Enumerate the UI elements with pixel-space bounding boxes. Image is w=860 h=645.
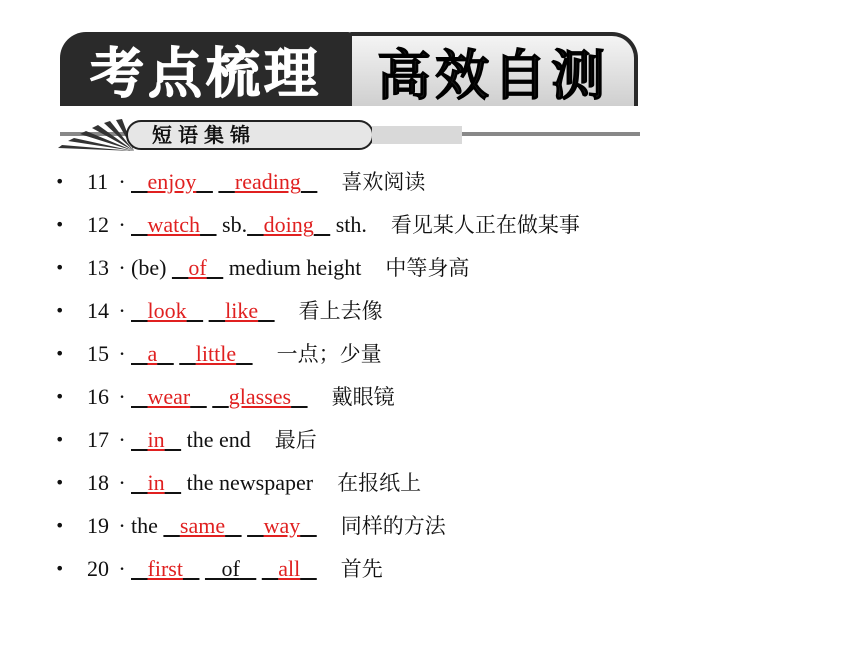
- tab-zice: [348, 32, 638, 106]
- list-item: [55, 461, 835, 504]
- answer-blank: [179, 341, 252, 366]
- number-separator: ·: [118, 297, 126, 323]
- answer-word: in: [147, 469, 165, 495]
- english-phrase: [131, 206, 367, 244]
- answer-blank: [163, 513, 241, 538]
- item-number: 18: [87, 469, 109, 495]
- english-phrase: [131, 378, 308, 416]
- chinese-meaning: 看上去像: [298, 298, 383, 323]
- answer-word: first: [147, 555, 183, 581]
- english-phrase: [131, 249, 361, 287]
- bullet-icon: •: [55, 257, 65, 277]
- answer-word: all: [278, 555, 301, 581]
- answer-blank: [172, 255, 223, 280]
- english-phrase: [131, 550, 317, 588]
- answer-blank: [131, 470, 181, 495]
- tab-kaodian: [60, 32, 352, 106]
- english-phrase: [131, 421, 251, 459]
- list-item: [55, 289, 835, 332]
- chinese-meaning: 看见某人正在做某事: [390, 212, 580, 237]
- chinese-meaning: 同样的方法: [340, 513, 446, 538]
- chinese-meaning: 喜欢阅读: [341, 169, 426, 194]
- answer-word: glasses: [228, 383, 292, 409]
- phrase-text: sb.: [216, 211, 248, 237]
- answer-blank: [131, 427, 181, 452]
- answer-word: way: [263, 512, 301, 538]
- english-phrase: [131, 507, 317, 545]
- section-label: 短语集锦: [152, 123, 256, 147]
- chinese-meaning: 戴眼镜: [331, 384, 395, 409]
- english-phrase: [131, 464, 313, 502]
- answer-blank: [131, 169, 213, 194]
- phrase-text: the: [131, 512, 164, 538]
- number-separator: ·: [118, 211, 126, 237]
- number-separator: ·: [118, 254, 126, 280]
- list-item: [55, 418, 835, 461]
- given-word: of: [221, 555, 240, 581]
- list-item: [55, 203, 835, 246]
- answer-blank: [131, 212, 217, 237]
- number-separator: ·: [118, 168, 126, 194]
- answer-blank: [247, 212, 330, 237]
- item-number: 15: [87, 340, 109, 366]
- bullet-icon: •: [55, 343, 65, 363]
- bullet-icon: •: [55, 472, 65, 492]
- answer-word: reading: [234, 168, 301, 194]
- tab-kaodian-label: 考点梳理: [90, 41, 322, 105]
- bullet-icon: •: [55, 300, 65, 320]
- item-number: 20: [87, 555, 109, 581]
- answer-word: a: [147, 340, 158, 366]
- phrase-text: the end: [181, 426, 251, 452]
- answer-word: doing: [263, 211, 314, 237]
- bullet-icon: •: [55, 515, 65, 535]
- bullet-icon: •: [55, 171, 65, 191]
- list-item: [55, 375, 835, 418]
- answer-word: wear: [147, 383, 191, 409]
- bullet-icon: •: [55, 386, 65, 406]
- english-phrase: [131, 163, 317, 201]
- answer-word: of: [188, 254, 207, 280]
- list-item: [55, 160, 835, 203]
- answer-blank: [218, 169, 317, 194]
- answer-blank: [131, 298, 203, 323]
- phrase-list: [55, 160, 835, 590]
- phrase-text: (be): [131, 254, 172, 280]
- phrase-text: sth.: [330, 211, 367, 237]
- title-banner: [60, 32, 640, 108]
- number-separator: ·: [118, 426, 126, 452]
- fan-decoration-icon: [56, 118, 136, 152]
- list-item: [55, 332, 835, 375]
- number-separator: ·: [118, 555, 126, 581]
- number-separator: ·: [118, 469, 126, 495]
- answer-blank: [131, 341, 174, 366]
- answer-word: in: [147, 426, 165, 452]
- english-phrase: [131, 335, 253, 373]
- number-separator: ·: [118, 383, 126, 409]
- item-number: 17: [87, 426, 109, 452]
- phrase-text: the newspaper: [181, 469, 314, 495]
- bullet-icon: •: [55, 558, 65, 578]
- answer-blank: [247, 513, 317, 538]
- number-separator: ·: [118, 340, 126, 366]
- number-separator: ·: [118, 512, 126, 538]
- chinese-meaning: 中等身高: [385, 255, 470, 280]
- answer-word: little: [195, 340, 237, 366]
- section-bar: [372, 126, 462, 144]
- answer-word: look: [147, 297, 187, 323]
- bullet-icon: •: [55, 429, 65, 449]
- list-item: [55, 547, 835, 590]
- answer-blank: [262, 556, 317, 581]
- answer-blank: [131, 384, 207, 409]
- answer-blank: [212, 384, 307, 409]
- answer-blank: [209, 298, 275, 323]
- item-number: 11: [87, 168, 109, 194]
- item-number: 16: [87, 383, 109, 409]
- item-number: 13: [87, 254, 109, 280]
- list-item: [55, 246, 835, 289]
- chinese-meaning: 在报纸上: [337, 470, 422, 495]
- item-number: 14: [87, 297, 109, 323]
- answer-word: same: [179, 512, 226, 538]
- item-number: 12: [87, 211, 109, 237]
- section-header: [56, 114, 406, 156]
- tab-zice-label: 高效自测: [377, 43, 609, 107]
- answer-word: enjoy: [147, 168, 197, 194]
- answer-word: watch: [147, 211, 201, 237]
- chinese-meaning: 首先: [340, 556, 383, 581]
- answer-blank: [131, 556, 199, 581]
- list-item: [55, 504, 835, 547]
- item-number: 19: [87, 512, 109, 538]
- phrase-text: medium height: [223, 254, 362, 280]
- chinese-meaning: 一点；少量: [276, 341, 382, 366]
- english-phrase: [131, 292, 275, 330]
- chinese-meaning: 最后: [274, 427, 317, 452]
- answer-blank: [205, 556, 256, 581]
- answer-word: like: [225, 297, 259, 323]
- bullet-icon: •: [55, 214, 65, 234]
